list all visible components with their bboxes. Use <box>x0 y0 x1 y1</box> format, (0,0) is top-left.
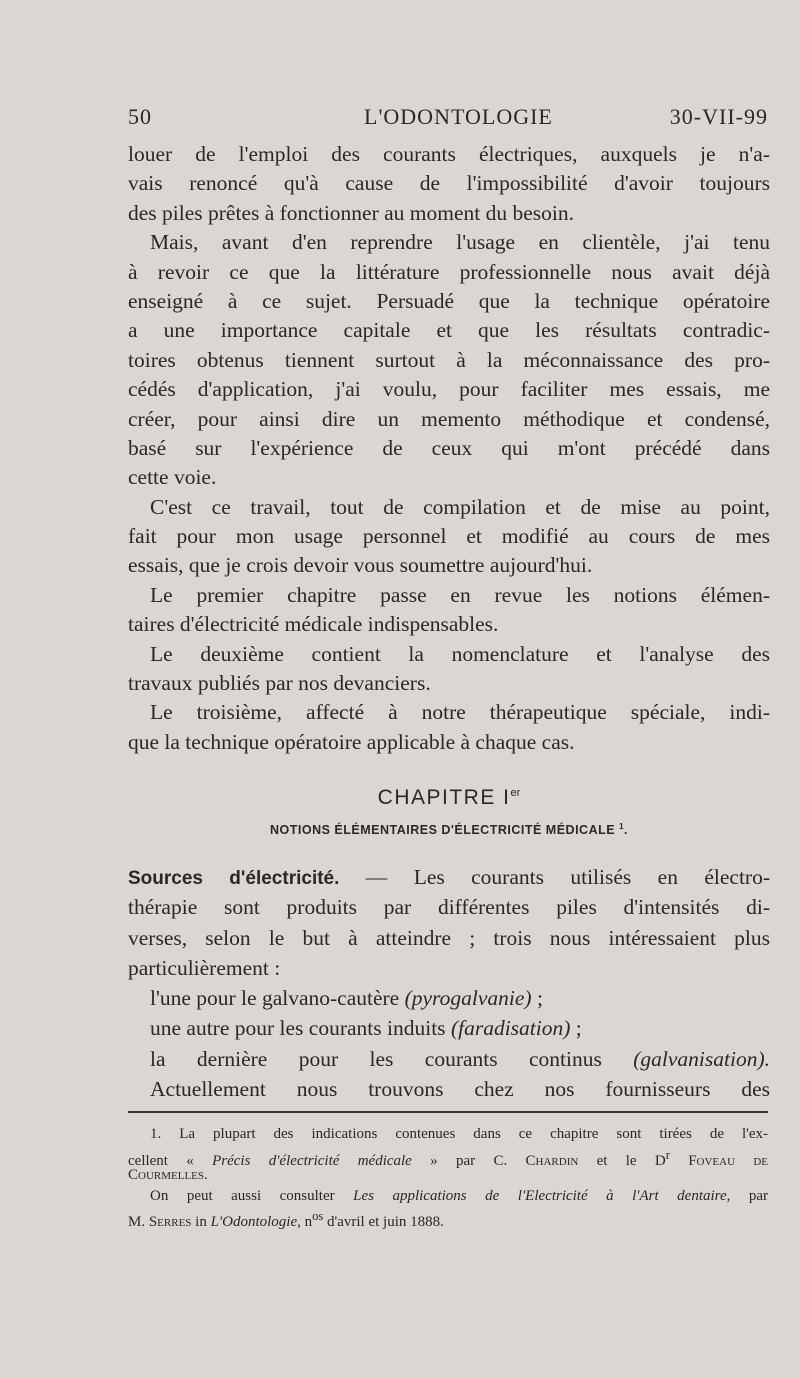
running-header <box>128 104 768 134</box>
text-line: verses, selon le but à atteindre ; trois nous intéressaient plus <box>128 925 770 950</box>
footnote-line <box>128 1186 768 1207</box>
text-line: que la technique opératoire applicable à chaque cas. <box>128 729 575 754</box>
text-line: travaux publiés par nos devanciers. <box>128 671 431 696</box>
footnote-ref: 1 <box>619 822 625 831</box>
chapter-subtitle <box>128 822 770 837</box>
fn-text: M. <box>128 1214 149 1230</box>
item-end: ; <box>531 986 543 1011</box>
text-line: cédés d'application, j'ai voulu, pour faciliter mes essais, me <box>128 377 770 402</box>
text-line: a une importance capitale et que les résultats contradic- <box>128 318 770 343</box>
fn-author: Foveau de <box>669 1152 769 1169</box>
text-line: Actuellement nous trouvons chez nos fournisseurs des <box>150 1077 770 1102</box>
main-text <box>128 140 770 757</box>
fn-text: et le D <box>578 1152 666 1169</box>
fn-text: , n <box>297 1214 313 1230</box>
section-line-rest: — Les courants utilisés en électro- <box>339 865 770 889</box>
text-line: Le premier chapitre passe en revue les notions élémen- <box>150 582 770 607</box>
chapter-label-sup: er <box>510 787 521 799</box>
journal-title: L'ODONTOLOGIE <box>364 104 553 129</box>
text-line: créer, pour ainsi dire un memento méthodique et condensé, <box>128 406 770 431</box>
fn-text: On peut aussi consulter <box>150 1187 354 1204</box>
text-line: toires obtenus tiennent surtout à la méconnaissance des pro- <box>128 347 770 372</box>
chapter-subtitle-text: NOTIONS ÉLÉMENTAIRES D'ÉLECTRICITÉ MÉDICALE <box>269 823 616 838</box>
text-line: essais, que je crois devoir vous soumettre aujourd'hui. <box>128 553 593 578</box>
footnotes <box>128 1124 769 1230</box>
fn-author: Serres <box>148 1214 192 1230</box>
section-text <box>128 862 770 1104</box>
fn-italic: L'Odontologie <box>210 1214 298 1230</box>
text-line: des piles prêtes à fonctionner au moment du besoin. <box>128 200 575 225</box>
footnote-line: Courmelles. <box>128 1167 208 1183</box>
chapter-heading <box>128 786 770 810</box>
text-line: C'est ce travail, tout de compilation et de mise au point, <box>150 494 770 519</box>
footnote-line <box>128 1206 768 1230</box>
text-line: cette voie. <box>128 465 217 490</box>
footnote-line <box>128 1145 769 1169</box>
chapter-subtitle-end: . <box>624 823 628 838</box>
page-number: 50 <box>128 104 152 129</box>
chapter-label: CHAPITRE I <box>377 786 511 809</box>
text-line: louer de l'emploi des courants électriques, auxquels je n'a- <box>128 142 770 166</box>
item-text: l'une pour le galvano-cautère <box>150 986 405 1011</box>
fn-sup: r <box>665 1147 670 1162</box>
text-line: Mais, avant d'en reprendre l'usage en clientèle, j'ai tenu <box>150 230 770 255</box>
item-text: une autre pour les courants induits <box>150 1016 451 1041</box>
fn-italic: Les applications de l'Electricité à l'Art dentaire, <box>353 1187 731 1204</box>
text-line: thérapie sont produits par différentes piles d'intensités di- <box>128 895 770 920</box>
text-line: particulièrement : <box>128 955 281 980</box>
text-line <box>128 862 770 892</box>
text-line: à revoir ce que la littérature professionnelle nous avait déjà <box>128 259 770 284</box>
item-text: la dernière pour les courants continus <box>150 1046 634 1071</box>
footnote-divider <box>128 1111 768 1113</box>
text-line: vais renoncé qu'à cause de l'impossibilité d'avoir toujours <box>128 171 770 196</box>
item-end: ; <box>570 1016 582 1041</box>
fn-sup: os <box>312 1209 324 1223</box>
fn-italic: Précis d'électricité médicale <box>212 1152 412 1169</box>
fn-text: cellent « <box>128 1152 213 1169</box>
text-line: taires d'électricité médicale indispensables. <box>128 612 499 637</box>
list-item <box>128 1044 770 1074</box>
fn-text: » par C. <box>411 1152 526 1169</box>
list-item <box>128 1013 770 1043</box>
text-line: Le deuxième contient la nomenclature et l'analyse des <box>150 641 770 666</box>
section-lead: Sources d'électricité. <box>128 868 340 889</box>
list-item <box>128 983 770 1013</box>
fn-author: Chardin <box>525 1152 579 1169</box>
item-italic: (pyrogalvanie) <box>404 986 532 1011</box>
text-line: basé sur l'expérience de ceux qui m'ont précédé dans <box>128 435 770 460</box>
text-line: fait pour mon usage personnel et modifié au cours de mes <box>128 524 770 549</box>
text-line: Le troisième, affecté à notre thérapeutique spéciale, indi- <box>150 700 770 725</box>
fn-text: par <box>730 1187 769 1204</box>
fn-text: d'avril et juin 1888. <box>323 1214 444 1230</box>
item-italic: (galvanisation). <box>633 1046 770 1071</box>
item-italic: (faradisation) <box>450 1016 571 1041</box>
text-line: enseigné à ce sujet. Persuadé que la technique opératoire <box>128 288 770 313</box>
fn-text: in <box>191 1214 211 1230</box>
issue-date: 30-VII-99 <box>669 104 768 129</box>
footnote-line: 1. La plupart des indications contenues dans ce chapitre sont tirées de l'ex- <box>150 1126 768 1142</box>
